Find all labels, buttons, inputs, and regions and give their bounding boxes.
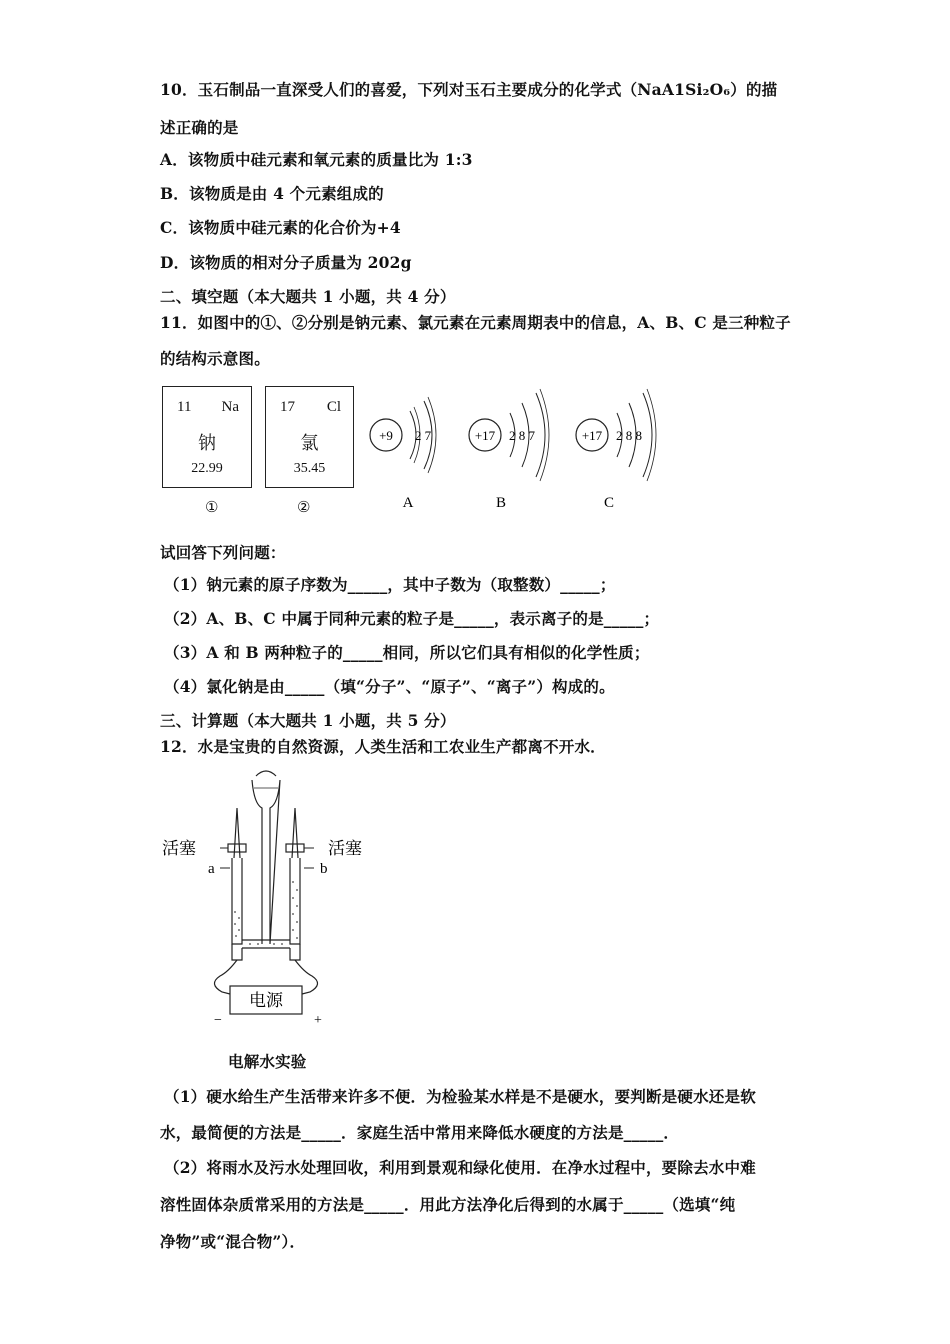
tube-bottoms [232,944,300,960]
q10-option-b: B．该物质是由 4 个元素组成的 [160,184,384,203]
negative-terminal: − [214,1013,222,1028]
atom-label: B [495,495,507,511]
nucleus-charge: +17 [581,428,603,443]
element-symbol: Na [221,399,239,415]
power-label: 电源 [249,991,283,1010]
electrolysis-apparatus [158,762,378,1030]
left-stopcock [228,844,246,852]
q11-sub4: （4）氯化钠是由_____（填“分子”、“原子”、“离子”）构成的。 [164,677,615,696]
right-tube-tip [292,808,298,858]
right-stopcock [286,844,304,852]
q12-sub2-line1: （2）将雨水及污水处理回收，利用到景观和绿化使用．在净水过程中，要除去水中难 [164,1158,756,1177]
atom-label: C [603,495,615,511]
left-wire [214,960,237,994]
electron-configuration: 2 7 [414,428,432,443]
q12-sub1-line1: （1）硬水给生产生活带来许多不便．为检验某水样是不是硬水，要判断是硬水还是软 [164,1087,756,1106]
right-valve-label: 活塞 [328,839,362,858]
tube-b-label: b [320,861,328,877]
nucleus-charge: +17 [474,428,496,443]
q11-prompt: 试回答下列问题： [160,543,286,562]
right-wire [295,960,318,994]
atomic-mass: 22.99 [191,461,223,476]
electron-shell-arc [536,393,545,477]
q10-option-a: A．该物质中硅元素和氧元素的质量比为 1:3 [160,150,473,169]
q10-stem-line1: 10．玉石制品一直深受人们的喜爱，下列对玉石主要成分的化学式（NaA1Si₂O₆）的描 [160,80,778,99]
q12-stem: 12．水是宝贵的自然资源，人类生活和工农业生产都离不开水． [160,737,606,756]
nucleus-charge: +9 [379,428,393,443]
figure-caption: 电解水实验 [228,1052,307,1071]
tube-a-label: a [208,861,215,877]
element-name: 钠 [198,433,216,454]
atom-structure-diagrams [360,375,680,520]
atomic-mass: 35.45 [293,461,326,476]
q11-sub3: （3）A 和 B 两种粒子的_____相同，所以它们具有相似的化学性质； [164,643,650,662]
atom-label: A [402,495,414,511]
section-2-heading: 二、填空题（本大题共 1 小题，共 4 分） [160,287,456,306]
atomic-number: 17 [280,399,295,415]
q12-sub2-line2: 溶性固体杂质常采用的方法是_____．用此方法净化后得到的水属于_____（选填“纯 [160,1195,736,1214]
atom-diagram-b [469,389,549,511]
electron-shell-arc [643,393,652,477]
q11-sub1: （1）钠元素的原子序数为_____，其中子数为（取整数）_____； [164,575,616,594]
q11-stem-line1: 11．如图中的①、②分别是钠元素、氯元素在元素周期表中的信息，A、B、C 是三种粒子 [160,313,791,332]
electron-configuration: 2 8 8 [616,428,642,443]
right-tube [290,858,300,944]
left-tube-tip [234,808,240,858]
section-3-heading: 三、计算题（本大题共 1 小题，共 5 分） [160,711,456,730]
cell-label-1: ① [205,500,219,516]
q10-option-d: D．该物质的相对分子质量为 202g [160,253,412,272]
reservoir-top [256,771,276,776]
atomic-number: 11 [177,399,192,415]
left-tube [232,858,242,944]
element-symbol: Cl [326,399,341,415]
q10-option-c: C．该物质中硅元素的化合价为+4 [160,218,401,237]
atom-diagram-a [370,397,436,511]
q12-sub1-line2: 水，最简便的方法是_____．家庭生活中常用来降低水硬度的方法是_____． [160,1123,680,1142]
electron-configuration: 2 8 7 [509,428,535,443]
q11-stem-line2: 的结构示意图。 [160,349,270,368]
cell-label-2: ② [297,500,311,516]
q11-sub2: （2）A、B、C 中属于同种元素的粒子是_____，表示离子的是_____； [164,609,660,628]
positive-terminal: + [314,1013,322,1028]
periodic-cell-chlorine [265,386,354,488]
reservoir-funnel [252,780,280,944]
periodic-cell-sodium [162,386,252,488]
element-name: 氯 [300,433,319,454]
atom-diagram-c [576,389,656,511]
left-valve-label: 活塞 [162,839,196,858]
q12-sub2-line3: 净物”或“混合物”）． [160,1232,306,1251]
q10-stem-line2: 述正确的是 [160,118,239,137]
